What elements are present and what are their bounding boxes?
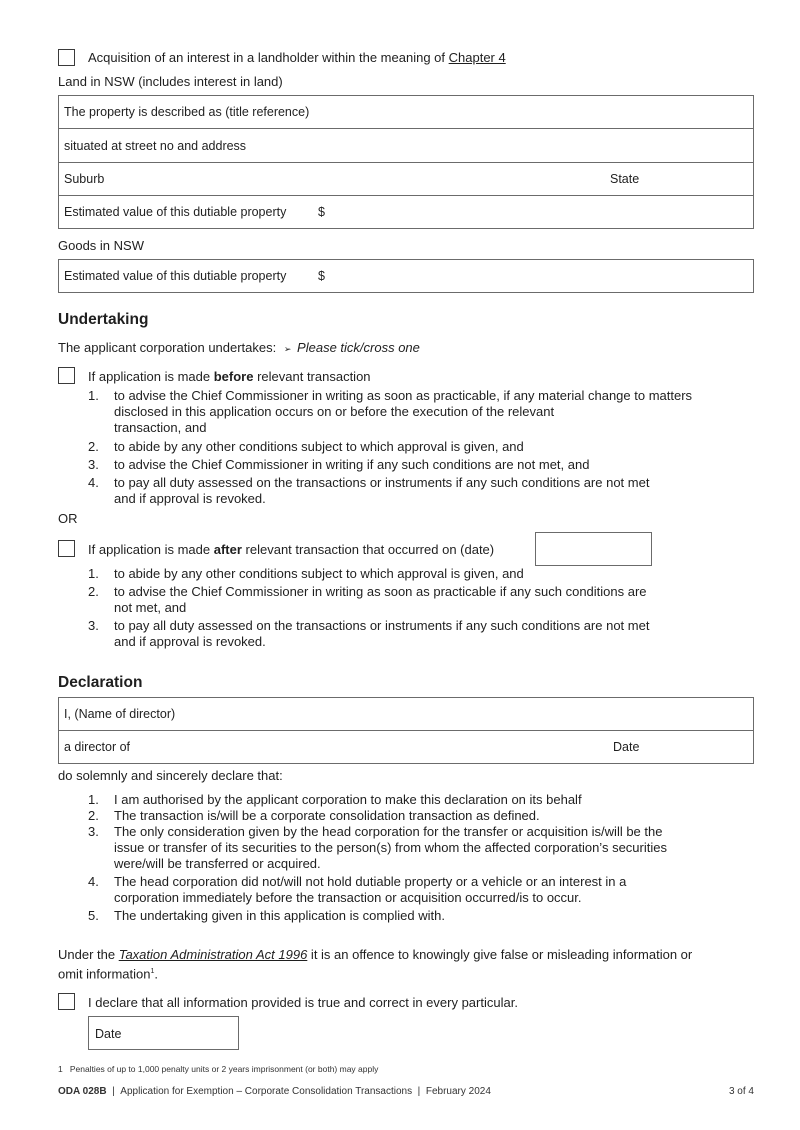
item-number: 2. [88, 584, 99, 599]
suburb-label: Suburb [64, 172, 105, 186]
chapter-4-link[interactable]: Chapter 4 [448, 50, 506, 65]
list-item [58, 874, 667, 906]
item-number: 4. [88, 475, 99, 490]
item-number: 1. [88, 388, 99, 403]
state-label: State [610, 172, 640, 186]
after-label-suffix: relevant transaction that occurred on (date) [241, 542, 495, 557]
page-footer [58, 1086, 491, 1097]
list-item [58, 618, 649, 650]
list-item [58, 908, 667, 924]
confirm-checkbox[interactable] [58, 993, 75, 1010]
land-value-label: Estimated value of this dutiable property [64, 205, 287, 219]
footer-title: Application for Exemption – Corporate Consolidation Transactions [120, 1086, 413, 1097]
item-number: 3. [88, 457, 99, 472]
declaration-intro: do solemnly and sincerely declare that: [58, 768, 283, 783]
director-name-label: I, (Name of director) [64, 707, 176, 721]
list-item [58, 808, 667, 824]
list-item [58, 584, 649, 616]
offence-prefix: Under the [58, 947, 119, 962]
goods-heading: Goods in NSW [58, 238, 144, 253]
offence-line2-text: omit information [58, 966, 151, 982]
list-item [58, 457, 692, 473]
before-checkbox[interactable] [58, 367, 75, 384]
land-table [58, 95, 754, 229]
declaration-date-label: Date [613, 740, 640, 754]
property-field[interactable] [59, 96, 753, 129]
declaration-table [58, 697, 754, 764]
before-label-suffix: relevant transaction [253, 369, 371, 384]
before-label-prefix: If application is made [88, 369, 214, 384]
undertaking-intro-text: The applicant corporation undertakes: [58, 340, 277, 355]
form-page [58, 0, 754, 1130]
after-label-bold: after [213, 542, 242, 557]
undertaking-hint: Please tick/cross one [297, 340, 420, 355]
footnote-ref: 1 [150, 968, 155, 975]
list-item [58, 475, 692, 507]
acquisition-label-text: Acquisition of an interest in a landholder within the meaning of [88, 50, 449, 65]
declaration-date-input[interactable] [88, 1016, 239, 1050]
before-label-bold: before [213, 369, 254, 384]
list-item [58, 824, 667, 872]
item-line: The only consideration given by the head corporation for the transfer or acquisition is/will be the [114, 824, 663, 839]
land-heading: Land in NSW (includes interest in land) [58, 74, 283, 89]
item-line: were/will be transferred or acquired. [114, 856, 321, 871]
form-code: ODA 028B [58, 1086, 107, 1097]
acquisition-label [88, 50, 506, 66]
acquisition-checkbox[interactable] [58, 49, 75, 66]
goods-dollar-sign: $ [318, 269, 325, 283]
item-line: issue or transfer of its securities to the person(s) from whom the affected corporation’s securities [114, 840, 667, 855]
undertaking-intro [58, 340, 420, 357]
item-line: I am authorised by the applicant corporation to make this declaration on its behalf [114, 792, 582, 807]
footnote-text: Penalties of up to 1,000 penalty units or 2 years imprisonment (or both) may apply [69, 1064, 379, 1074]
after-label-prefix: If application is made [88, 542, 214, 557]
street-label: situated at street no and address [64, 138, 247, 153]
land-value-field[interactable] [59, 196, 753, 228]
offence-line-1 [58, 947, 692, 963]
taxation-act-link[interactable]: Taxation Administration Act 1996 [118, 947, 308, 962]
item-line: to pay all duty assessed on the transactions or instruments if any such conditions are not met [114, 475, 650, 490]
item-number: 2. [88, 439, 99, 454]
list-item [58, 439, 692, 455]
list-item [58, 792, 667, 808]
offence-end: . [154, 966, 159, 982]
footer-separator: | [417, 1086, 421, 1097]
item-number: 5. [88, 908, 99, 923]
item-line: to pay all duty assessed on the transactions or instruments if any such conditions are not met [114, 618, 650, 633]
goods-value-field[interactable] [59, 260, 753, 292]
item-line: and if approval is revoked. [114, 634, 266, 649]
item-number: 3. [88, 618, 99, 633]
item-line: The transaction is/will be a corporate consolidation transaction as defined. [114, 808, 540, 823]
item-number: 2. [88, 808, 99, 823]
offence-mid: it is an offence to knowingly give false or misleading information or [307, 947, 693, 962]
item-number: 1. [88, 566, 99, 581]
transaction-date-input[interactable] [535, 532, 652, 566]
before-label [88, 369, 371, 385]
goods-value-label: Estimated value of this dutiable property [64, 269, 287, 283]
list-item [58, 566, 649, 582]
or-separator: OR [58, 511, 78, 526]
arrow-icon: ➢ [283, 344, 292, 354]
item-line: not met, and [114, 600, 187, 615]
item-line: disclosed in this application occurs on or before the execution of the relevant [114, 404, 555, 419]
item-line: and if approval is revoked. [114, 491, 266, 506]
undertaking-heading: Undertaking [58, 311, 149, 328]
item-number: 3. [88, 824, 99, 839]
before-list [58, 388, 692, 507]
goods-table [58, 259, 754, 293]
item-line: The head corporation did not/will not hold dutiable property or a vehicle or an interest in a [114, 874, 627, 889]
director-name-field[interactable] [59, 698, 753, 731]
footnote [58, 1064, 378, 1074]
declaration-heading: Declaration [58, 674, 143, 691]
item-line: corporation immediately before the transaction or acquisition occurred/is to occur. [114, 890, 582, 905]
item-line: to advise the Chief Commissioner in writing as soon as practicable if any such conditions are [114, 584, 647, 599]
item-number: 4. [88, 874, 99, 889]
item-line: transaction, and [114, 420, 207, 435]
page-number: 3 of 4 [728, 1086, 754, 1097]
director-of-field[interactable] [59, 731, 753, 763]
item-line: to abide by any other conditions subject to which approval is given, and [114, 566, 524, 581]
after-list [58, 566, 649, 650]
declaration-list [58, 792, 667, 924]
footnote-number: 1 [58, 1064, 63, 1074]
offence-line-2 [58, 964, 158, 982]
suburb-state-field[interactable] [59, 163, 753, 196]
item-line: The undertaking given in this application is complied with. [114, 908, 445, 923]
after-label [88, 542, 494, 558]
list-item [58, 388, 692, 436]
footer-separator: | [112, 1086, 115, 1097]
footer-date: February 2024 [425, 1086, 491, 1097]
confirm-label: I declare that all information provided is true and correct in every particular. [88, 995, 518, 1010]
land-dollar-sign: $ [318, 205, 325, 219]
street-field[interactable] [59, 129, 753, 163]
after-checkbox[interactable] [58, 540, 75, 557]
item-line: to abide by any other conditions subject to which approval is given, and [114, 439, 524, 454]
property-label: The property is described as (title reference) [64, 105, 310, 119]
date-input-label: Date [95, 1027, 122, 1041]
item-number: 1. [88, 792, 99, 807]
item-line: to advise the Chief Commissioner in writing if any such conditions are not met, and [114, 457, 590, 472]
item-line: to advise the Chief Commissioner in writing as soon as practicable, if any material change to matters [114, 388, 693, 403]
director-of-label: a director of [64, 740, 131, 754]
